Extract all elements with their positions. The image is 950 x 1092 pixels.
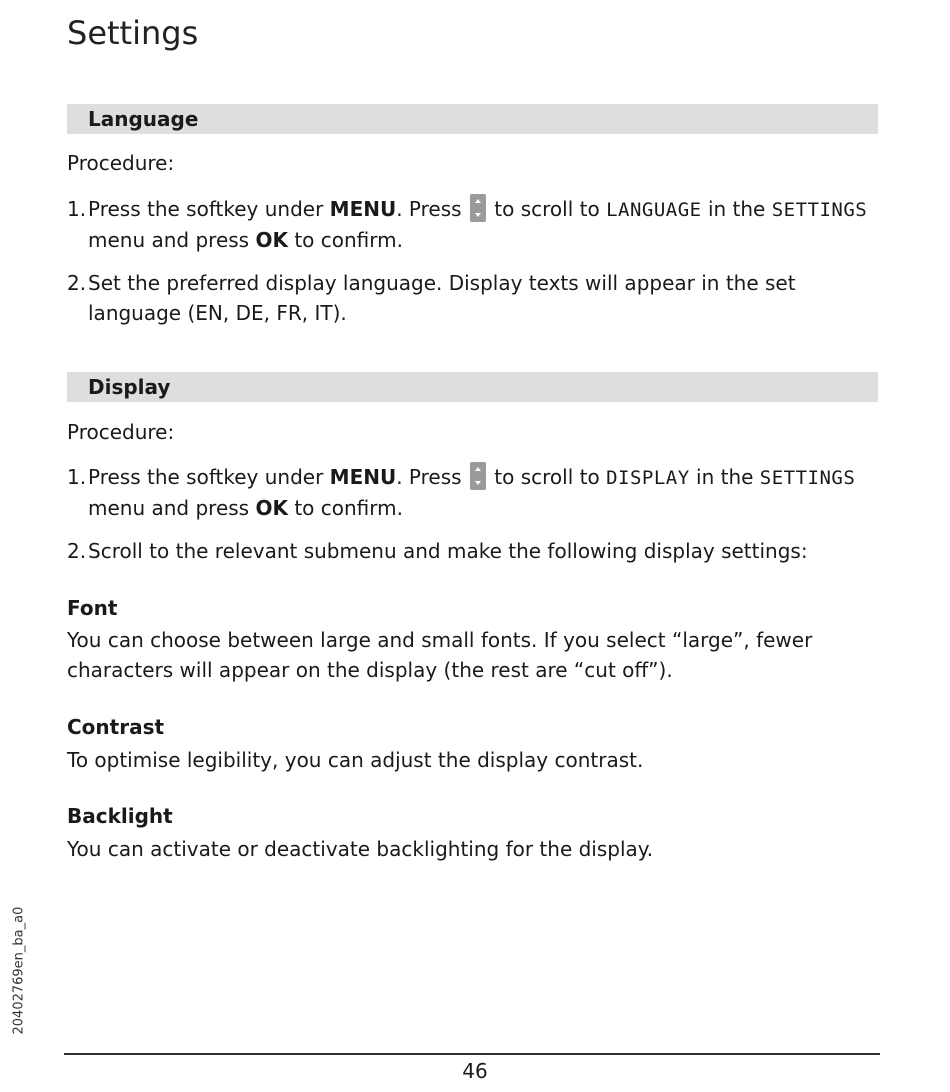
- document-code: 20402769en_ba_a0: [11, 906, 27, 1035]
- step-number: 2.: [67, 539, 87, 563]
- up-down-arrow-key-icon: [470, 462, 486, 490]
- lcd-menu-item: LANGUAGE: [606, 199, 702, 221]
- procedure-label: Procedure:: [67, 420, 175, 444]
- font-description: You can choose between large and small fonts. If you select “large”, fewer characters will appear on the display (the rest are “cut off”).: [67, 628, 813, 682]
- menu-keyword: MENU: [329, 465, 397, 489]
- step-text: Set the preferred display language. Display texts will appear in the set language (EN, DE, FR, IT).: [88, 271, 796, 325]
- step-number: 1.: [67, 197, 87, 221]
- section-header-display: [67, 372, 878, 402]
- page-title: Settings: [67, 14, 199, 52]
- contrast-heading: Contrast: [67, 715, 165, 739]
- footer-divider: [64, 1053, 880, 1055]
- font-heading: Font: [67, 596, 118, 620]
- section-header-language: [67, 104, 878, 134]
- ok-keyword: OK: [255, 228, 288, 252]
- backlight-heading: Backlight: [67, 804, 173, 828]
- step-number: 1.: [67, 465, 87, 489]
- language-step-2: [67, 268, 857, 328]
- display-step-1: 1. Press the softkey under MENU. Press to scroll to DISPLAY in the SETTINGS menu and press OK to confirm.: [67, 462, 887, 523]
- page-number: 46: [462, 1059, 488, 1083]
- section-heading: Display: [88, 375, 171, 399]
- procedure-label: Procedure:: [67, 151, 175, 175]
- language-step-1: 1. Press the softkey under MENU. Press to scroll to LANGUAGE in the SETTINGS menu and press OK to confirm.: [67, 194, 887, 255]
- lcd-menu-item: DISPLAY: [606, 467, 690, 489]
- lcd-menu-name: SETTINGS: [759, 467, 856, 489]
- backlight-description: You can activate or deactivate backlighting for the display.: [67, 837, 654, 861]
- display-step-2: [67, 536, 887, 566]
- lcd-menu-name: SETTINGS: [771, 199, 868, 221]
- step-text: Scroll to the relevant submenu and make the following display settings:: [88, 539, 808, 563]
- section-heading: Language: [88, 107, 199, 131]
- up-down-arrow-key-icon: [470, 194, 486, 222]
- menu-keyword: MENU: [329, 197, 397, 221]
- step-number: 2.: [67, 271, 87, 295]
- ok-keyword: OK: [255, 496, 288, 520]
- contrast-description: To optimise legibility, you can adjust the display contrast.: [67, 748, 644, 772]
